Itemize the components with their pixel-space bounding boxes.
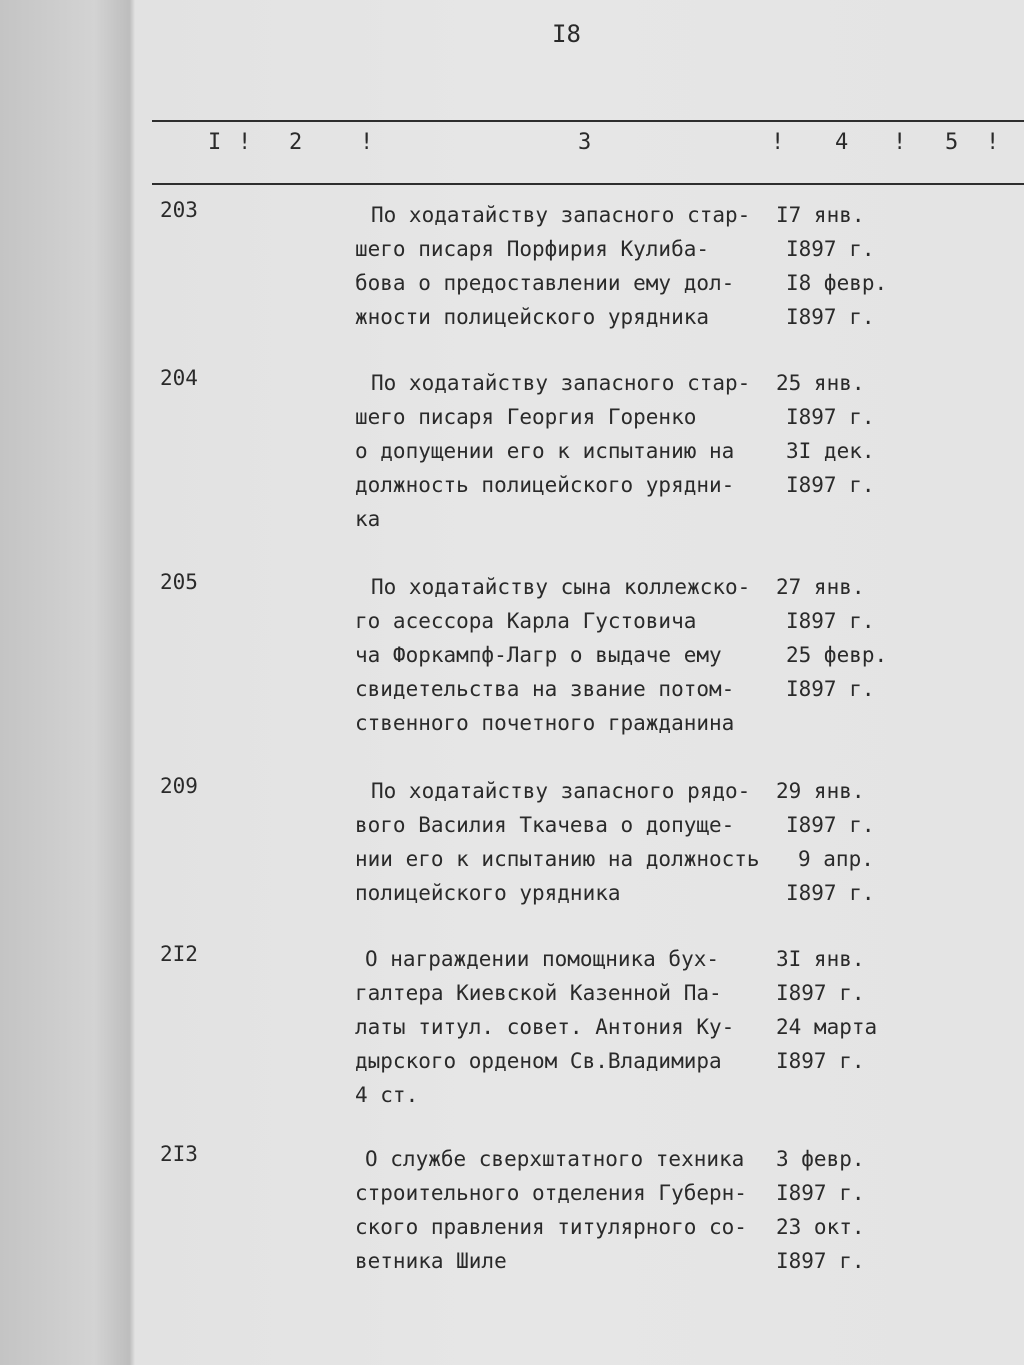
entry-title-line: строительного отделения Губерн- <box>355 1181 747 1205</box>
table-header-rule <box>152 183 1024 185</box>
entry-title-line: 4 ст. <box>355 1083 419 1107</box>
entry-dates <box>776 942 877 1078</box>
entry-number: 2I3 <box>160 1142 198 1166</box>
entry-title-line: ственного почетного гражданина <box>355 711 735 735</box>
header-col-1: I <box>208 130 222 155</box>
entry-title-line: По ходатайству запасного стар- <box>371 203 751 227</box>
start-date: 27 янв. <box>776 575 865 599</box>
end-date: I8 февр. <box>786 271 888 295</box>
end-year: I897 г. <box>786 677 875 701</box>
entry-title-line: ветника Шиле <box>355 1249 507 1273</box>
table-top-rule <box>152 120 1024 122</box>
start-year: I897 г. <box>776 1181 865 1205</box>
entry-title-line: должность полицейского урядни- <box>355 473 735 497</box>
header-separator: ! <box>893 130 907 155</box>
entry-title <box>355 366 775 536</box>
entry-title <box>355 1142 775 1278</box>
entry-number: 203 <box>160 198 198 222</box>
start-year: I897 г. <box>786 405 875 429</box>
entry-title-line: О службе сверхштатного техника <box>365 1147 745 1171</box>
entry-dates <box>776 366 875 502</box>
header-col-3: 3 <box>578 130 592 155</box>
entry-title-line: полицейского урядника <box>355 881 621 905</box>
start-year: I897 г. <box>776 981 865 1005</box>
end-date: 9 апр. <box>798 847 874 871</box>
start-date: 3I янв. <box>776 947 865 971</box>
entry-dates <box>776 570 887 706</box>
header-col-4: 4 <box>835 130 849 155</box>
header-col-2: 2 <box>289 130 303 155</box>
entry-number: 205 <box>160 570 198 594</box>
end-date: 25 февр. <box>786 643 888 667</box>
entry-title-line: ча Форкампф-Лагр о выдаче ему <box>355 643 722 667</box>
entry-title-line: шего писаря Порфирия Кулиба- <box>355 237 710 261</box>
entry-title-line: галтера Киевской Казенной Па- <box>355 981 722 1005</box>
entry-title-line: дырского орденом Св.Владимира <box>355 1049 722 1073</box>
entry-title-line: латы титул. совет. Антония Ку- <box>355 1015 735 1039</box>
entry-dates <box>776 774 875 910</box>
entry-title-line: бова о предоставлении ему дол- <box>355 271 735 295</box>
entry-dates <box>776 1142 865 1278</box>
start-year: I897 г. <box>786 609 875 633</box>
entry-number: 209 <box>160 774 198 798</box>
start-date: 3 февр. <box>776 1147 865 1171</box>
entry-title <box>355 774 775 910</box>
entry-title <box>355 942 775 1112</box>
binding-edge <box>0 0 135 1365</box>
header-separator: ! <box>238 130 252 155</box>
end-date: 24 марта <box>776 1015 878 1039</box>
entry-title-line: вого Василия Ткачева о допуще- <box>355 813 735 837</box>
page-number: I8 <box>552 20 581 48</box>
entry-title-line: го асессора Карла Густовича <box>355 609 697 633</box>
end-year: I897 г. <box>786 473 875 497</box>
end-year: I897 г. <box>786 881 875 905</box>
end-year: I897 г. <box>786 305 875 329</box>
entry-title <box>355 198 775 334</box>
end-year: I897 г. <box>776 1049 865 1073</box>
start-year: I897 г. <box>786 237 875 261</box>
entry-title-line: По ходатайству запасного стар- <box>371 371 751 395</box>
entry-title-line: ского правления титулярного со- <box>355 1215 747 1239</box>
header-col-5: 5 <box>945 130 959 155</box>
entry-number: 204 <box>160 366 198 390</box>
entry-title-line: нии его к испытанию на должность <box>355 847 760 871</box>
end-year: I897 г. <box>776 1249 865 1273</box>
end-date: 23 окт. <box>776 1215 865 1239</box>
entry-title-line: жности полицейского урядника <box>355 305 710 329</box>
entry-title-line: По ходатайству запасного рядо- <box>371 779 751 803</box>
entry-title-line: свидетельства на звание потом- <box>355 677 735 701</box>
entry-title-line: о допущении его к испытанию на <box>355 439 735 463</box>
start-date: 25 янв. <box>776 371 865 395</box>
start-date: I7 янв. <box>776 203 865 227</box>
entry-title-line: О награждении помощника бух- <box>365 947 720 971</box>
end-date: 3I дек. <box>786 439 875 463</box>
header-separator: ! <box>360 130 374 155</box>
entry-title <box>355 570 775 740</box>
entry-number: 2I2 <box>160 942 198 966</box>
entry-dates <box>776 198 887 334</box>
entry-title-line: шего писаря Георгия Горенко <box>355 405 697 429</box>
start-year: I897 г. <box>786 813 875 837</box>
table-header <box>0 130 1024 180</box>
start-date: 29 янв. <box>776 779 865 803</box>
header-separator: ! <box>771 130 785 155</box>
entry-title-line: ка <box>355 507 381 531</box>
entry-title-line: По ходатайству сына коллежско- <box>371 575 751 599</box>
header-separator: ! <box>986 130 1000 155</box>
